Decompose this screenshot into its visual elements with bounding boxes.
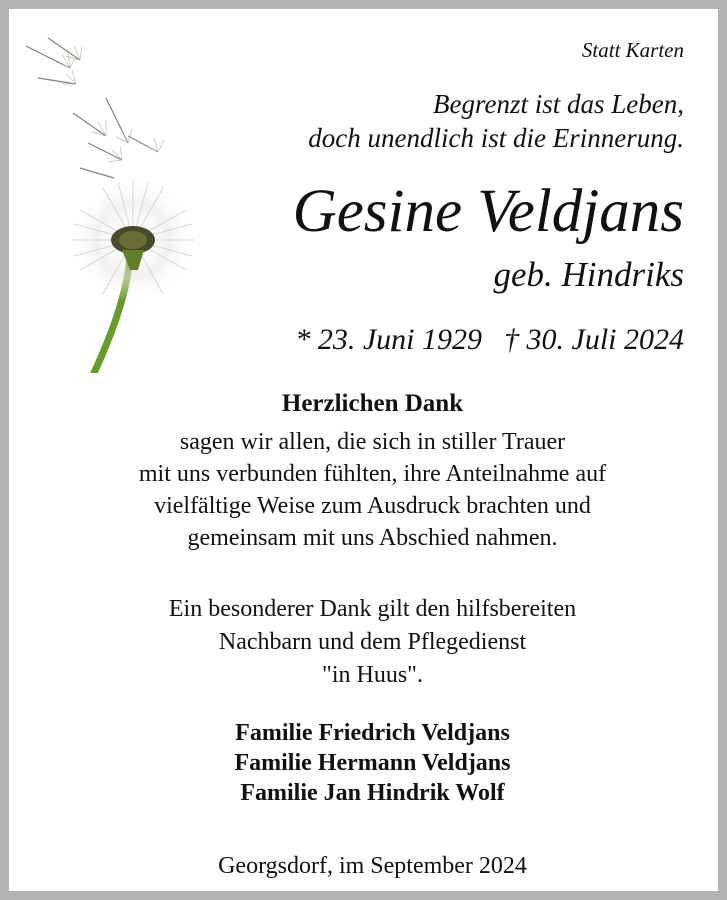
death-date: † 30. Juli 2024	[504, 323, 684, 356]
special-thanks-line: Nachbarn und dem Pflegedienst	[218, 629, 527, 655]
special-thanks-line: "in Huus".	[322, 662, 423, 688]
family-name: Familie Friedrich Veldjans	[235, 720, 510, 746]
thanks-line: gemeinsam mit uns Abschied nahmen.	[187, 525, 558, 551]
statt-karten-note: Statt Karten	[581, 38, 684, 62]
thanks-title: Herzlichen Dank	[281, 390, 464, 417]
deceased-name: Gesine Veldjans	[292, 178, 684, 245]
special-thanks-line: Ein besonderer Dank gilt den hilfsbereiten	[168, 596, 577, 622]
family-name: Familie Jan Hindrik Wolf	[240, 780, 505, 806]
dandelion-illustration	[18, 18, 248, 373]
birth-name: geb. Hindriks	[493, 255, 684, 294]
birth-date: * 23. Juni 1929	[295, 323, 482, 356]
motto	[308, 87, 684, 155]
thanks-line: sagen wir allen, die sich in stiller Trauer	[179, 429, 566, 455]
life-dates	[295, 320, 684, 360]
special-thanks	[18, 593, 727, 692]
family-signatures	[18, 718, 727, 808]
family-name: Familie Hermann Veldjans	[234, 750, 511, 776]
thanks-line: vielfältige Weise zum Ausdruck brachten und	[154, 493, 591, 519]
motto-line: doch unendlich ist die Erinnerung.	[308, 123, 684, 153]
thanks-body	[18, 426, 727, 554]
motto-line: Begrenzt ist das Leben,	[433, 89, 684, 119]
thanks-line: mit uns verbunden fühlten, ihre Anteilnahme auf	[138, 461, 607, 487]
place-and-date: Georgsdorf, im September 2024	[218, 853, 527, 879]
